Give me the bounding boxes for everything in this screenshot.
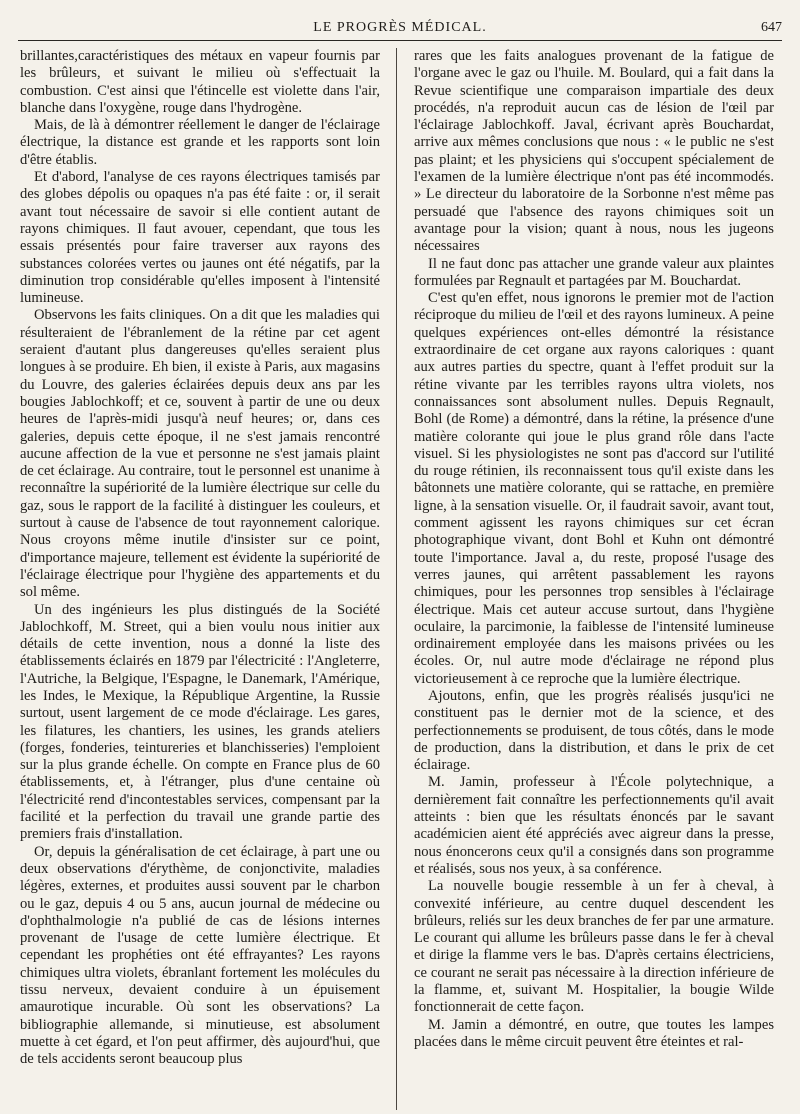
left-column	[20, 48, 380, 1110]
paragraph: Et d'abord, l'analyse de ces rayons électriques tamisés par des globes dépolis ou opaques n'a pas été faite : or, il serait avant tout nécessaire de savoir si elle contient autant de rayons chimiques. Il faut avouer, cependant, que tous les essais présentés pour faire traverser aux rayons des substances colorées vertes ou jaunes ont été négatifs, par la diminution trop considérable qu'elles imposent à l'intensité lumineuse.	[20, 169, 380, 307]
paragraph: La nouvelle bougie ressemble à un fer à cheval, à convexité inférieure, au centre duquel descendent les brûleurs, reliés sur les deux branches de fer par une armature. Le courant qui allume les brûleurs passe dans le fer à cheval et dirige la flamme vers le bas. D'après certains électriciens, ce courant ne serait pas nécessaire à la direction inférieure de la flamme, et, suivant M. Hospitalier, la bougie Wilde fonctionnerait de cette façon.	[414, 878, 774, 1016]
page-number: 647	[761, 20, 782, 35]
paragraph: Un des ingénieurs les plus distingués de la Société Jablochkoff, M. Street, qui a bien voulu nous initier aux détails de cette invention, nous a donné la liste des établissements éclairés en 1879 par l'électricité : l'Angleterre, l'Autriche, la Belgique, l'Espagne, le Danemark, l'Amérique, les Indes, le Mexique, la République Argentine, la Russie surtout, usent largement de ce mode d'éclairage. Les gares, les filatures, les chantiers, les usines, les grands ateliers (forges, fonderies, teintureries et blanchisseries) l'emploient sur la plus grande échelle. On compte en France plus de 60 établissements, et, à l'étranger, plus d'une centaine où l'électricité rend d'incontestables services, compensant par la facilité et la perfection du travail une grande partie des premiers frais d'installation.	[20, 601, 380, 843]
paragraph: M. Jamin a démontré, en outre, que toutes les lampes placées dans le même circuit peuvent être éteintes et ral-	[414, 1016, 774, 1050]
paragraph: Ajoutons, enfin, que les progrès réalisés jusqu'ici ne constituent pas le dernier mot de la science, et des perfectionnements se produisent, de tous côtés, dans le mode de production, dans la distribution, et dans le prix de cet éclairage.	[414, 687, 774, 774]
page-header	[18, 14, 782, 41]
paragraph: Il ne faut donc pas attacher une grande valeur aux plaintes formulées par Regnault et partagées par M. Bouchardat.	[414, 255, 774, 289]
right-column	[414, 48, 774, 1110]
paragraph: Or, depuis la généralisation de cet éclairage, à part une ou deux observations d'érythème, de conjonctivite, maladies légères, externes, et produites aussi souvent par le charbon ou le gaz, depuis 4 ou 5 ans, aucun journal de médecine ou d'ophthalmologie n'a publié de cas de lésions internes provenant de l'usage de cette lumière électrique. Et cependant les prophéties ont été effrayantes? Les rayons chimiques ultra violets, ébranlant fortement les molécules du tissu nerveux, devaient conduire à un épuisement amaurotique incurable. Où sont les observations? La bibliographie allemande, si minutieuse, est absolument muette à cet égard, et l'on peut affirmer, dès aujourd'hui, que de tels accidents seront beaucoup plus	[20, 843, 380, 1068]
paragraph: M. Jamin, professeur à l'École polytechnique, a dernièrement fait connaître les perfectionnements qu'il avait atteints : bien que les résultats énoncés par le savant académicien aient été appréciés avec aigreur dans la presse, nous énoncerons ceux qu'il a consignés dans son programme et réalisés, sous nos yeux, à sa conférence.	[414, 774, 774, 877]
paragraph: Mais, de là à démontrer réellement le danger de l'éclairage électrique, la distance est grande et les rapports sont loin d'être établis.	[20, 117, 380, 168]
column-divider	[396, 48, 397, 1110]
paragraph: brillantes,caractéristiques des métaux en vapeur fournis par les brûleurs, et suivant le milieu où s'effectuait la combustion. C'est ainsi que l'étincelle est violette dans l'air, blanche dans l'oxygène, rouge dans l'hydrogène.	[20, 48, 380, 116]
paragraph: Observons les faits cliniques. On a dit que les maladies qui résulteraient de l'ébranlement de la rétine par cet agent seraient d'autant plus dangereuses qu'elles seraient plus longues à se produire. Eh bien, il existe à Paris, aux magasins du Louvre, des galeries éclairées depuis deux ans par les bougies Jablochkoff; et ce, souvent à partir de une ou deux heures de l'après-midi jusqu'à neuf heures; or, dans ces galeries, depuis cette époque, il ne s'est jamais rencontré aucune affection de la vue et personne ne s'est jamais plaint de cet éclairage. Au contraire, tout le personnel est unanime à reconnaître la supériorité de la lumière électrique sur celle du gaz, sous le rapport de la facilité à distinguer les couleurs, et surtout à cause de l'absence de tout rayonnement calorique. Nous croyons même inutile d'insister sur ce point, d'importance majeure, tellement est évidente la supériorité de l'éclairage électrique pour l'hygiène des appartements et du sol même.	[20, 307, 380, 601]
running-head: LE PROGRÈS MÉDICAL.	[313, 20, 487, 35]
paragraph: rares que les faits analogues provenant de la fatigue de l'organe avec le gaz ou l'huile. M. Boulard, qui a fait dans la Revue scientifique une comparaison impartiale des deux procédés, n'a reproduit aucun cas de lésion de l'œil par l'éclairage Jablochkoff. Javal, écrivant après Bouchardat, arrive aux mêmes conclusions que nous : « le public ne s'est pas plaint; et les physiciens qui s'occupent spécialement de l'examen de la lumière électrique n'ont pas été incommodés. » Le directeur du laboratoire de la Sorbonne n'est même pas persuadé que l'absence des rayons chimiques soit un avantage pour la vision; quant à nous, nous les jugeons nécessaires	[414, 48, 774, 255]
paragraph: C'est qu'en effet, nous ignorons le premier mot de l'action réciproque du milieu de l'œil et des rayons lumineux. A peine quelques expériences ont-elles démontré la résistance extraordinaire de cet organe aux rayons caloriques : quant aux autres parties du spectre, quant à l'effet produit sur la rétine vivante par les terribles rayons ultra violets, nos connaissances sont absolument nulles. Depuis Regnault, Bohl (de Rome) a démontré, dans la rétine, la présence d'une matière colorante qui joue le plus grand rôle dans l'acte visuel. Si les physiologistes ne sont pas d'accord sur l'utilité du rouge rétinien, ils reconnaissent tous qu'il existe dans les bâtonnets une matière colorante, qui se rattache, en première ligne, à la sensation visuelle. Or, il faudrait savoir, avant tout, comment agissent les rayons chimiques sur cet écran photographique vivant, dont Bohl et Kuhn ont démontré toute l'importance. Javal a, du reste, proposé l'usage des verres jaunes, qui arrêtent passablement les rayons chimiques, pour les personnes trop sensibles à l'éclairage électrique. Mais cet auteur accuse surtout, dans l'hygiène oculaire, la parcimonie, la faiblesse de l'intensité lumineuse ordinairement employée dans les maisons privées ou les écoles. Or, nul autre mode d'éclairage ne répond plus victorieusement à ce reproche que la lumière électrique.	[414, 290, 774, 687]
